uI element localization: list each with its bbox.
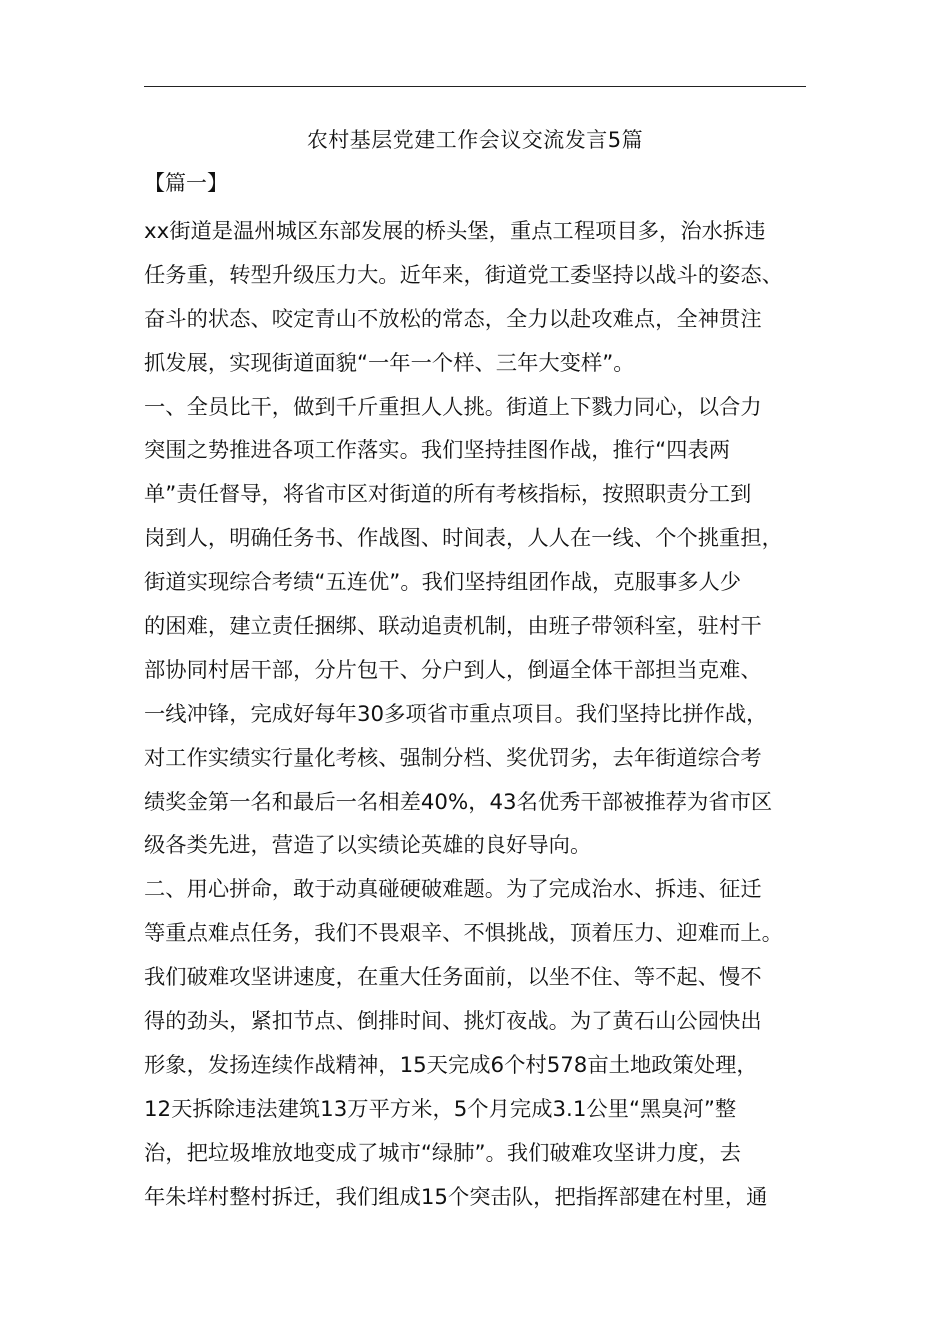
- text-line: 突围之势推进各项工作落实。我们坚持挂图作战，推行“四表两: [144, 438, 731, 464]
- text-line: 一、全员比干，做到千斤重担人人挑。街道上下戮力同心，以合力: [144, 394, 762, 420]
- text-line: 级各类先进，营造了以实绩论英雄的良好导向。: [144, 833, 592, 859]
- text-line: 12天拆除违法建筑13万平方米，5个月完成3.1公里“黑臭河”整: [144, 1096, 737, 1122]
- text-line: 我们破难攻坚讲速度，在重大任务面前，以坐不住、等不起、慢不: [144, 965, 762, 991]
- text-line: 一线冲锋，完成好每年30多项省市重点项目。我们坚持比拼作战，: [144, 701, 768, 727]
- text-line: 得的劲头，紧扣节点、倒排时间、挑灯夜战。为了黄石山公园快出: [144, 1009, 762, 1035]
- text-line: 奋斗的状态、咬定青山不放松的常态，全力以赴攻难点，全神贯注: [144, 306, 762, 332]
- text-line: 街道实现综合考绩“五连优”。我们坚持组团作战，克服事多人少: [144, 570, 742, 596]
- text-line: 岗到人，明确任务书、作战图、时间表，人人在一线、个个挑重担，: [144, 526, 783, 552]
- body-text: [144, 210, 812, 1219]
- text-line: 单”责任督导，将省市区对街道的所有考核指标，按照职责分工到: [144, 482, 752, 508]
- text-line: 二、用心拼命，敢于动真碰硬破难题。为了完成治水、拆违、征迁: [144, 877, 762, 903]
- text-line: 对工作实绩实行量化考核、强制分档、奖优罚劣，去年街道综合考: [144, 745, 762, 771]
- text-line: 绩奖金第一名和最后一名相差40%，43名优秀干部被推荐为省市区: [144, 789, 773, 815]
- text-line: 形象，发扬连续作战精神，15天完成6个村578亩土地政策处理，: [144, 1052, 758, 1078]
- header-divider: [144, 86, 806, 87]
- text-line: 治，把垃圾堆放地变成了城市“绿肺”。我们破难攻坚讲力度，去: [144, 1140, 742, 1166]
- text-line: 任务重，转型升级压力大。近年来，街道党工委坚持以战斗的姿态、: [144, 262, 783, 288]
- text-line: xx街道是温州城区东部发展的桥头堡，重点工程项目多，治水拆违: [144, 219, 766, 244]
- text-line: 等重点难点任务，我们不畏艰辛、不惧挑战，顶着压力、迎难而上。: [144, 921, 783, 947]
- text-line: 部协同村居干部，分片包干、分户到人，倒逼全体干部担当克难、: [144, 657, 762, 683]
- text-line: 抓发展，实现街道面貌“一年一个样、三年大变样”。: [144, 350, 635, 376]
- text-line: 年朱垟村整村拆迁，我们组成15个突击队，把指挥部建在村里，通: [144, 1184, 768, 1210]
- document-title: 农村基层党建工作会议交流发言5篇: [306, 128, 644, 152]
- text-line: 的困难，建立责任捆绑、联动追责机制，由班子带领科室，驻村干: [144, 614, 762, 640]
- section-heading: 【篇一】: [144, 171, 228, 195]
